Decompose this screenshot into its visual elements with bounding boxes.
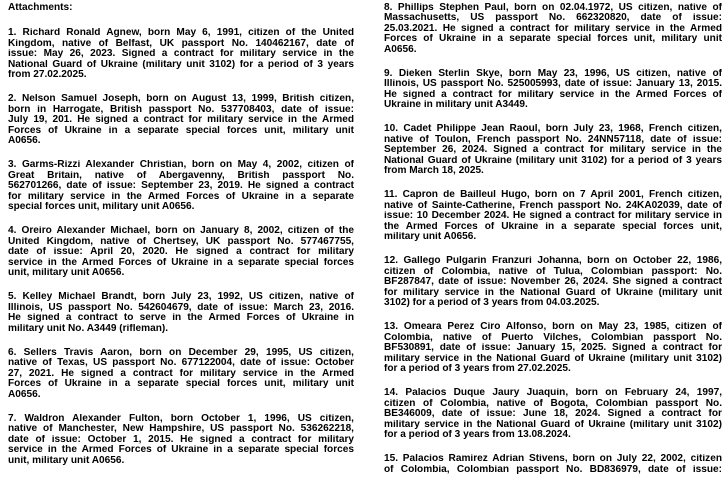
entry-line: born in Harrogate, British passport No. 537708403, date of issue: bbox=[8, 104, 354, 115]
entry-line: 25.03.2021. He signed a contract for military service in the Armed bbox=[384, 23, 722, 34]
entry-line: United Kingdom, native of Chertsey, UK passport No. 577467755, bbox=[8, 236, 354, 247]
attachment-entry-6 bbox=[8, 348, 354, 401]
attachment-entry-14 bbox=[384, 388, 722, 441]
attachment-entry-9 bbox=[384, 69, 722, 111]
attachment-entry-1 bbox=[8, 28, 354, 81]
entry-line: Illinois, US passport No. 542604679, date of issue: March 23, 2016. bbox=[8, 302, 354, 313]
entry-line: He signed a contract for military service in the Armed Forces of bbox=[384, 89, 722, 100]
entry-line: He signed a contract to serve in the Armed Forces of Ukraine in bbox=[8, 313, 354, 323]
entry-line: native of Sainte-Catherine, French passport No. 24KA02039, date of bbox=[384, 200, 722, 211]
entry-line: native of Texas, US passport No. 677122004, date of issue: October bbox=[8, 358, 354, 368]
entry-line: for military service in the Armed Forces of Ukraine in a separate bbox=[8, 191, 354, 202]
attachment-entry-13 bbox=[384, 322, 722, 375]
entry-line: Forces of Ukraine in a separate special forces unit, military unit bbox=[384, 34, 722, 44]
entry-line: 3102) for a period of 3 years from 04.03.2025. bbox=[384, 298, 600, 308]
attachment-entry-10 bbox=[384, 124, 722, 177]
entry-line: 8. Phillips Stephen Paul, born on 02.04.1972, US citizen, native of bbox=[384, 2, 722, 13]
attachment-entry-2 bbox=[8, 94, 354, 147]
entry-line: military service in the National Guard of Ukraine (military unit 3102) bbox=[384, 353, 722, 364]
entry-line: special forces unit, military unit A0656. bbox=[8, 202, 195, 212]
attachment-entry-15 bbox=[384, 454, 722, 475]
entry-line: National Guard of Ukraine (military unit 3102) for a period of 3 years bbox=[384, 155, 722, 166]
entry-line: military unit A0656. bbox=[384, 232, 477, 242]
entry-line: 2. Nelson Samuel Joseph, born on August 13, 1999, British citizen, bbox=[8, 94, 354, 104]
entry-line: the Armed Forces of Ukraine in a separate special forces unit, bbox=[384, 221, 722, 232]
attachment-entry-12 bbox=[384, 256, 722, 309]
entry-line: date of issue: April 20, 2020. He signed a contract for military bbox=[8, 247, 354, 257]
entry-line: Ukraine in military unit A3449. bbox=[384, 100, 528, 110]
entry-line: military service in the National Guard of Ukraine (military unit 3102) bbox=[384, 419, 722, 430]
entry-line: military unit No. A3449 (rifleman). bbox=[8, 323, 169, 334]
entry-line: Kingdom, native of Belfast, UK passport No. 140462167, date of bbox=[8, 38, 354, 49]
attachment-entry-3 bbox=[8, 160, 354, 213]
entry-line: service in the Armed Forces of Ukraine in a separate special forces bbox=[8, 445, 354, 455]
entry-line: 12. Gallego Pulgarin Franzuri Johanna, born on October 22, 1986, bbox=[384, 256, 722, 266]
entry-line: September 26, 2024. Signed a contract for military service in the bbox=[384, 145, 722, 155]
entry-line: 14. Palacios Duque Jaury Juaquin, born on February 24, 1997, bbox=[384, 388, 722, 398]
entry-line: for military service in the National Guard of Ukraine (military unit bbox=[384, 287, 722, 298]
entry-line: 11. Capron de Bailleul Hugo, born on 7 April 2001, French citizen, bbox=[384, 190, 722, 200]
attachment-entry-5 bbox=[8, 292, 354, 334]
entry-line: from March 18, 2025. bbox=[384, 166, 484, 176]
entry-line: 4. Oreiro Alexander Michael, born on January 8, 2002, citizen of the bbox=[8, 226, 354, 236]
entry-line: Massachusetts, US passport No. 662320820, date of issue: bbox=[384, 13, 722, 23]
left-column bbox=[8, 3, 354, 480]
entry-line: native of Manchester, New Hampshire, US passport No. 536262218, bbox=[8, 424, 354, 434]
attachments-heading: Attachments: bbox=[8, 1, 73, 13]
entry-line: 7. Waldron Alexander Fulton, born October 1, 1996, US citizen, bbox=[8, 413, 354, 424]
entry-line: citizen of Colombia, native of Bogota, Colombian passport No. bbox=[384, 398, 722, 409]
entry-line: date of issue: October 1, 2015. He signed a contract for military bbox=[8, 434, 354, 445]
entry-line: BF530891, date of issue: January 15, 2025. Signed a contract for bbox=[384, 343, 722, 353]
entry-line: Illinois, US passport No. 525005993, date of issue: January 13, 2015. bbox=[384, 79, 722, 89]
attachment-entry-11 bbox=[384, 190, 722, 243]
entry-line: unit, military unit A0656. bbox=[8, 455, 125, 466]
attachment-entry-8 bbox=[384, 3, 722, 56]
entry-line: of Colombia, Colombian passport No. BD836979, date of issue: bbox=[384, 464, 722, 475]
entry-line: for a period of 3 years from 13.08.2024. bbox=[384, 430, 571, 440]
entry-line: A0656. bbox=[8, 389, 41, 400]
entry-line: from 27.02.2025. bbox=[8, 70, 87, 80]
entry-line: Great Britain, native of Abergavenny, British passport No. bbox=[8, 170, 354, 181]
entry-line: for a period of 3 years from 27.02.2025. bbox=[384, 364, 571, 374]
entry-line: service in the Armed Forces of Ukraine in a separate special forces bbox=[8, 257, 354, 268]
attachment-entry-7 bbox=[8, 414, 354, 467]
entry-line: BE346009, date of issue: June 18, 2024. Signed a contract for bbox=[384, 409, 722, 419]
attachment-entry-4 bbox=[8, 226, 354, 279]
entry-line: National Guard of Ukraine (military unit 3102) for a period of 3 years bbox=[8, 59, 354, 70]
entry-line: BF287847, date of issue: November 26, 2024. She signed a contract bbox=[384, 277, 722, 287]
entry-line: unit, military unit A0656. bbox=[8, 268, 125, 278]
entry-line: issue: 10 December 2024. He signed a contract for military service in bbox=[384, 211, 722, 221]
entry-line: 1. Richard Ronald Agnew, born May 6, 1991, citizen of the United bbox=[8, 28, 354, 38]
entry-line: Colombia, native of Puerto Vilches, Colombian passport No. bbox=[384, 332, 722, 343]
right-column bbox=[384, 3, 722, 485]
entry-line: 562701266, date of issue: September 23, 2019. He signed a contract bbox=[8, 181, 354, 191]
entry-line: Forces of Ukraine in a separate special forces unit, military unit bbox=[8, 379, 354, 389]
entry-line: 3. Garms-Rizzi Alexander Christian, born on May 4, 2002, citizen of bbox=[8, 160, 354, 170]
entry-line: 9. Dieken Sterlin Skye, born May 23, 1996, US citizen, native of bbox=[384, 68, 722, 79]
entry-line: July 19, 201. He signed a contract for military service in the Armed bbox=[8, 115, 354, 125]
entry-line: 13. Omeara Perez Ciro Alfonso, born on May 23, 1985, citizen of bbox=[384, 322, 722, 332]
entry-line: 10. Cadet Philippe Jean Raoul, born July 23, 1968, French citizen, bbox=[384, 124, 722, 134]
entry-line: issue: May 26, 2023. Signed a contract for military service in the bbox=[8, 49, 354, 59]
entry-line: 5. Kelley Michael Brandt, born July 23, 1992, US citizen, native of bbox=[8, 292, 354, 302]
entry-line: Forces of Ukraine in a separate special forces unit, military unit bbox=[8, 125, 354, 136]
entry-line: A0656. bbox=[8, 136, 41, 146]
entry-line: native of Toulon, French passport No. 24NN57118, date of issue: bbox=[384, 134, 722, 145]
entry-line: 15. Palacios Ramirez Adrian Stivens, born on July 22, 2002, citizen bbox=[384, 454, 722, 464]
entry-line: 6. Sellers Travis Aaron, born on December 29, 1995, US citizen, bbox=[8, 347, 354, 358]
entry-line: 27, 2021. He signed a contract for military service in the Armed bbox=[8, 368, 354, 379]
entry-line: A0656. bbox=[384, 44, 417, 55]
entry-line: citizen of Colombia, native of Tulua, Colombian passport: No. bbox=[384, 266, 722, 277]
